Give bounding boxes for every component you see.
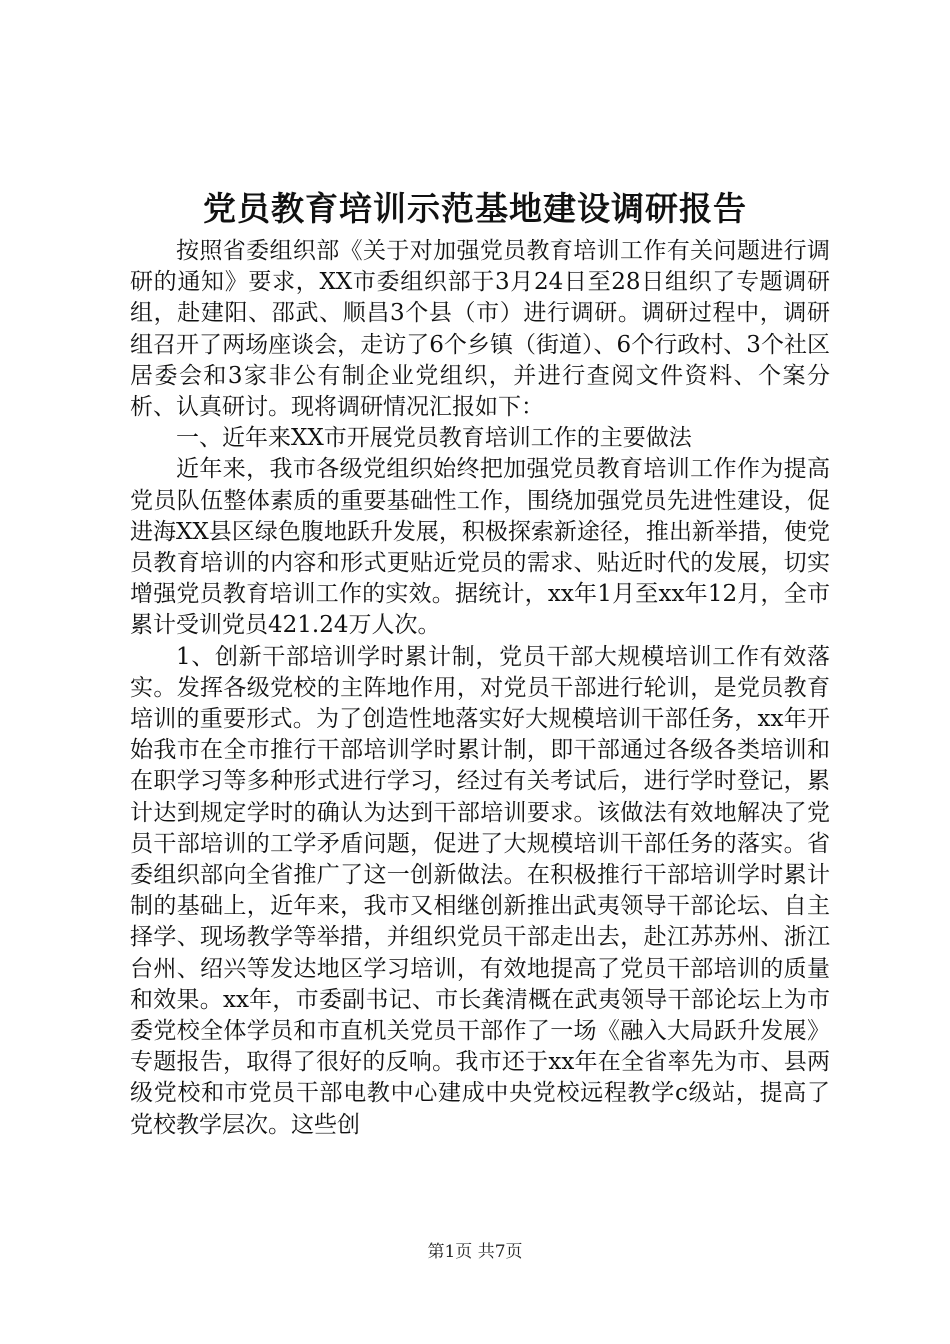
section-heading: 一、近年来XX市开展党员教育培训工作的主要做法 [176, 425, 692, 452]
document-title: 党员教育培训示范基地建设调研报告 [203, 189, 747, 228]
body-paragraph: 近年来，我市各级党组织始终把加强党员教育培训工作作为提高党员队伍整体素质的重要基础性工作，围绕加强党员先进性建设，促进海XX县区绿色腹地跃升发展，积极探索新途径，推出新举措，使党员教育培训的内容和形式更贴近党员的需求、贴近时代的发展，切实增强党员教育培训工作的实效。据统计，xx年1月至xx年12月，全市累计受训党员421.24万人次。 [130, 456, 830, 639]
document-body [130, 236, 830, 1141]
intro-paragraph: 按照省委组织部《关于对加强党员教育培训工作有关问题进行调研的通知》要求，XX市委组织部于3月24日至28日组织了专题调研组，赴建阳、邵武、顺昌3个县（市）进行调研。调研过程中，调研组召开了两场座谈会，走访了6个乡镇（街道）、6个行政村、3个社区居委会和3家非公有制企业党组织，并进行查阅文件资料、个案分析、认真研讨。现将调研情况汇报如下： [130, 238, 830, 421]
page-number-footer: 第1页 共7页 [427, 1242, 523, 1262]
body-paragraph: 1、创新干部培训学时累计制，党员干部大规模培训工作有效落实。发挥各级党校的主阵地作用，对党员干部进行轮训，是党员教育培训的重要形式。为了创造性地落实好大规模培训干部任务，xx年开始我市在全市推行干部培训学时累计制，即干部通过各级各类培训和在职学习等多种形式进行学习，经过有关考试后，进行学时登记，累计达到规定学时的确认为达到干部培训要求。该做法有效地解决了党员干部培训的工学矛盾问题，促进了大规模培训干部任务的落实。省委组织部向全省推广了这一创新做法。在积极推行干部培训学时累计制的基础上，近年来，我市又相继创新推出武夷领导干部论坛、自主择学、现场教学等举措，并组织党员干部走出去，赴江苏苏州、浙江台州、绍兴等发达地区学习培训，有效地提高了党员干部培训的质量和效果。xx年，市委副书记、市长龚清概在武夷领导干部论坛上为市委党校全体学员和市直机关党员干部作了一场《融入大局跃升发展》专题报告，取得了很好的反响。我市还于xx年在全省率先为市、县两级党校和市党员干部电教中心建成中央党校远程教学c级站，提高了党校教学层次。这些创 [130, 643, 830, 1138]
